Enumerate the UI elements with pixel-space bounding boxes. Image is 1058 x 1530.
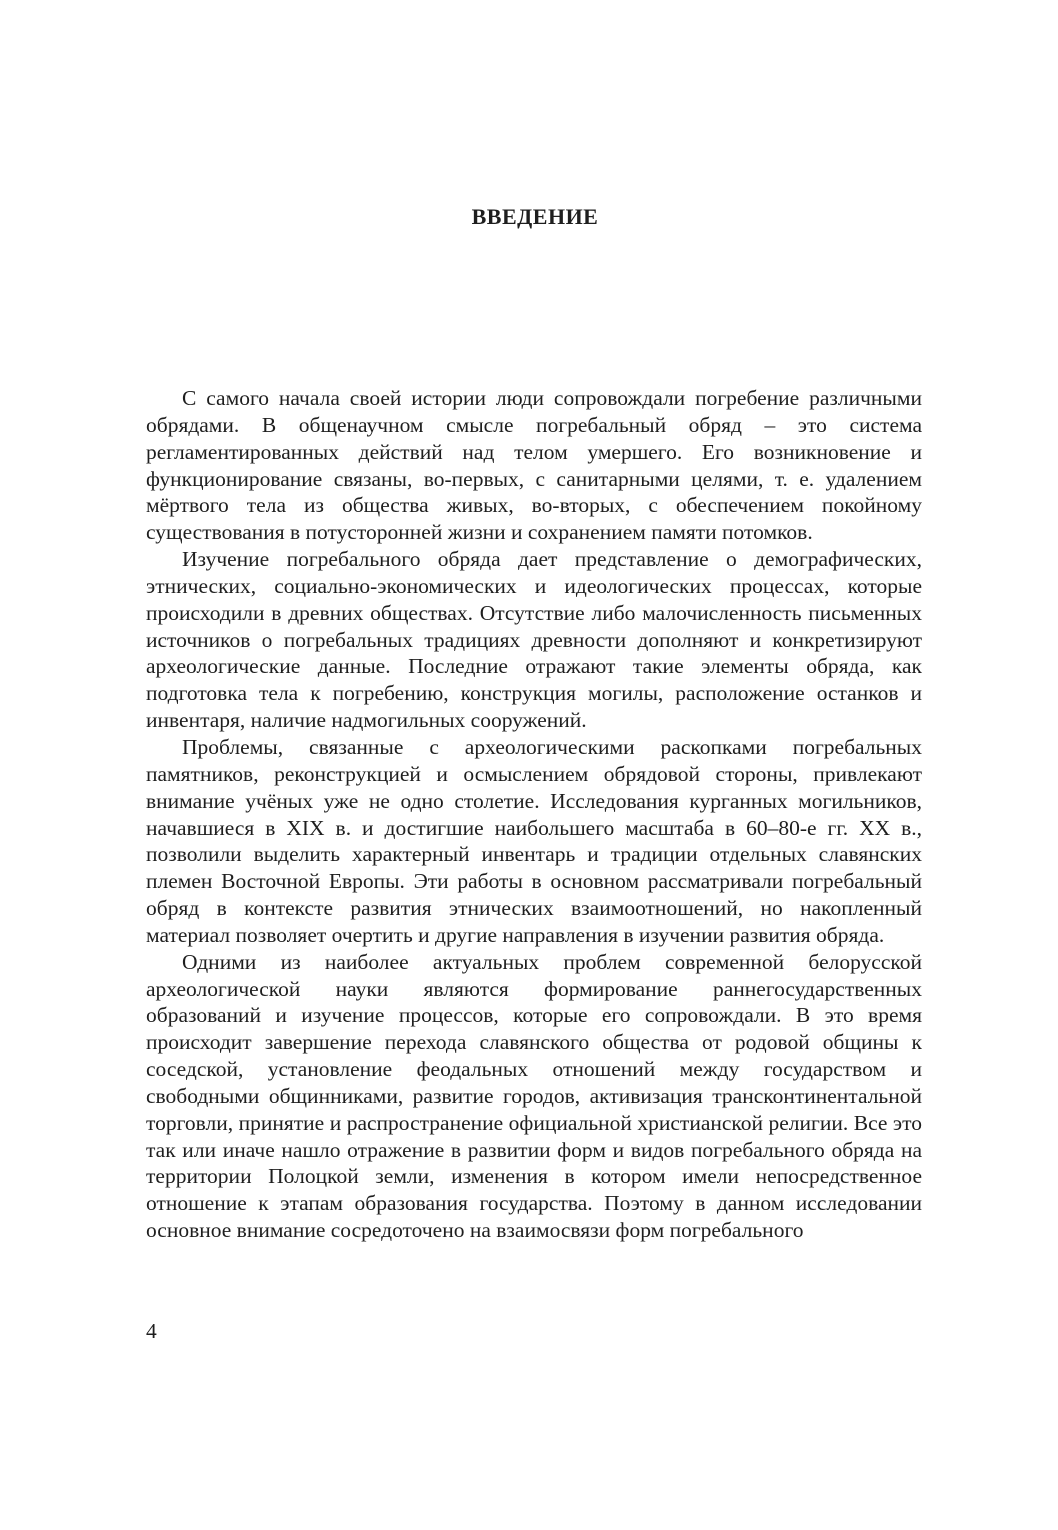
paragraph-2: Изучение погребального обряда дает представление о демографических, этнических, социально-экономических и идеологических процессах, которые происходили в древних обществах. Отсутствие либо малочисленность письменных источников о погребальных традициях древности дополняют и конкретизируют археологические данные. Последние отражают такие элементы обряда, как подготовка тела к погребению, конструкция могилы, расположение останков и инвентаря, наличие надмогильных сооружений. <box>146 547 922 733</box>
chapter-title: ВВЕДЕНИЕ <box>471 204 599 229</box>
paragraph-4: Одними из наиболее актуальных проблем современной белорусской археологической науки являются формирование раннегосударственных образований и изучение процессов, которые его сопровождали. В это время происходит завершение перехода славянского общества от родовой общины к соседской, установление феодальных отношений между государством и свободными общинниками, развитие городов, активизация трансконтинентальной торговли, принятие и распространение официальной христианской религии. Все это так или иначе нашло отражение в развитии форм и видов погребального обряда на территории Полоцкой земли, изменения в котором имели непосредственное отношение к этапам образования государства. Поэтому в данном исследовании основное внимание сосредоточено на взаимосвязи форм погребального <box>146 949 922 1243</box>
body-text <box>146 385 922 1244</box>
paragraph-1: С самого начала своей истории люди сопровождали погребение различными обрядами. В общенаучном смысле погребальный обряд – это система регламентированных действий над телом умершего. Его возникновение и функционирование связаны, во-первых, с санитарными целями, т. е. удалением мёртвого тела из общества живых, во-вторых, с обеспечением покойному существования в потусторонней жизни и сохранением памяти потомков. <box>146 386 922 545</box>
page-number: 4 <box>146 1319 157 1343</box>
paragraph-3: Проблемы, связанные с археологическими раскопками погребальных памятников, реконструкцией и осмыслением обрядовой стороны, привлекают внимание учёных уже не одно столетие. Исследования курганных могильников, начавшиеся в XIX в. и достигшие наибольшего масштаба в 60–80-е гг. XX в., позволили выделить характерный инвентарь и традиции отдельных славянских племен Восточной Европы. Эти работы в основном рассматривали погребальный обряд в контексте развития этнических взаимоотношений, но накопленный материал позволяет очертить и другие направления в изучении развития обряда. <box>146 734 922 947</box>
